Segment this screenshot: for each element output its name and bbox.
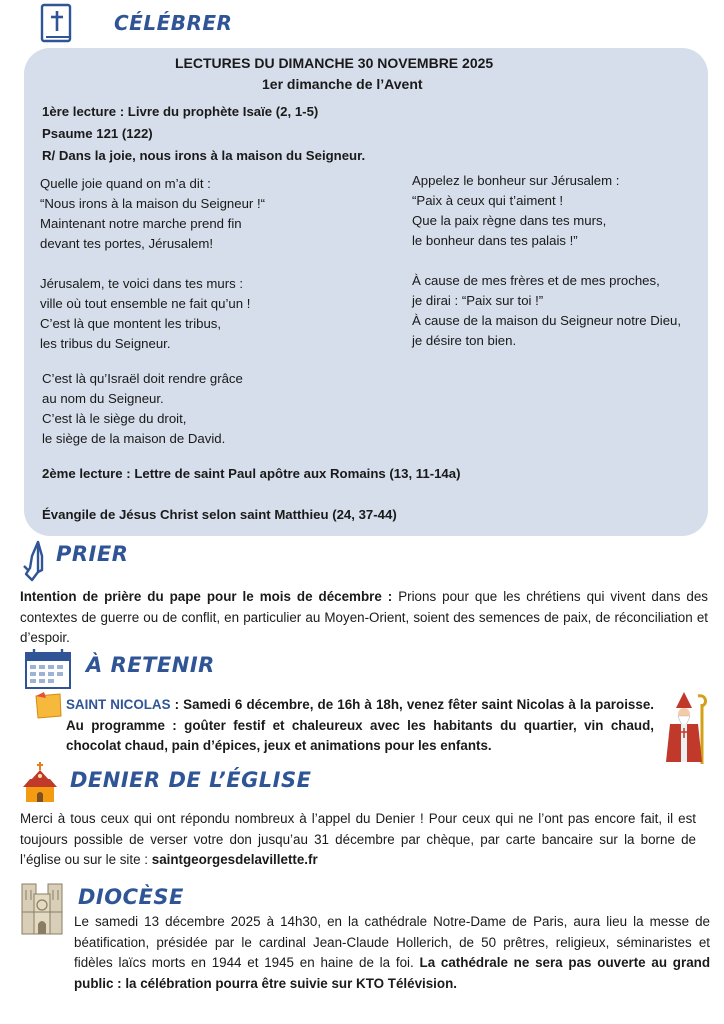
- psalm-line: “Nous irons à la maison du Seigneur !“: [40, 196, 266, 211]
- readings-header-sunday: 1er dimanche de l’Avent: [262, 76, 423, 92]
- psalm-refrain: R/ Dans la joie, nous irons à la maison du Seigneur.: [42, 148, 366, 163]
- prayer-intention-label: Intention de prière du pape pour le mois de décembre :: [20, 589, 393, 604]
- gospel-reading: Évangile de Jésus Christ selon saint Matthieu (24, 37-44): [42, 507, 397, 522]
- diocese-body: Le samedi 13 décembre 2025 à 14h30, en la cathédrale Notre-Dame de Paris, aura lieu la messe de béatification, présidée par le cardinal Jean-Claude Hollerich, de 50 prêtres, religieux, séminaristes et fidèles laïcs morts en 1944 et 1945 en haine de la foi.: [74, 914, 710, 970]
- prayer-intention-text: Prions pour que les chrétiens qui vivent dans des contextes de guerre ou de conflit, en particulier au Moyen-Orient, soient des semences de paix, de réconciliation et d’espoir.: [20, 589, 708, 645]
- psalm-line: À cause de mes frères et de mes proches,: [412, 273, 660, 288]
- psalm-line: C’est là que montent les tribus,: [40, 316, 222, 331]
- psalm-line: je dirai : “Paix sur toi !”: [412, 293, 544, 308]
- saint-nicolas-label: SAINT NICOLAS: [66, 697, 171, 712]
- second-reading: 2ème lecture : Lettre de saint Paul apôtre aux Romains (13, 11-14a): [42, 466, 461, 481]
- prayer-intention: [20, 587, 708, 649]
- psalm-line: ville où tout ensemble ne fait qu’un !: [40, 296, 251, 311]
- psalm-line: Maintenant notre marche prend fin: [40, 216, 242, 231]
- psalm-line: Quelle joie quand on m’a dit :: [40, 176, 211, 191]
- psalm-line: C’est là le siège du droit,: [42, 411, 187, 426]
- sticky-note-icon: [32, 690, 64, 720]
- psalm-line: au nom du Seigneur.: [42, 391, 164, 406]
- calendar-icon: [24, 648, 72, 690]
- church-icon: [22, 761, 58, 803]
- praying-hands-icon: [22, 538, 54, 582]
- psalm-line: Que la paix règne dans tes murs,: [412, 213, 607, 228]
- diocese-bold-note: La cathédrale ne sera pas ouverte au grand public : la célébration pourra être suivie sur KTO Télévision.: [74, 955, 711, 991]
- saint-nicolas-text: : Samedi 6 décembre, de 16h à 18h, venez fêter saint Nicolas à la paroisse. Au programme : goûter festif et chaleureux avec les habitants du quartier, vin chaud, chocolat chaud, pain d’épices, jeux et animations pour les enfants.: [66, 697, 654, 753]
- section-title-a-retenir: À RETENIR: [86, 653, 215, 677]
- psalm-line: je désire ton bien.: [412, 333, 517, 348]
- section-title-diocese: DIOCÈSE: [78, 885, 184, 909]
- psalm-line: le siège de la maison de David.: [42, 431, 226, 446]
- psalm-line: “Paix à ceux qui t’aiment !: [412, 193, 563, 208]
- psalm-reference: Psaume 121 (122): [42, 126, 153, 141]
- psalm-line: C’est là qu’Israël doit rendre grâce: [42, 371, 243, 386]
- saint-nicolas-icon: [662, 690, 710, 766]
- psalm-line: À cause de la maison du Seigneur notre Dieu,: [412, 313, 682, 328]
- psalm-line: Appelez le bonheur sur Jérusalem :: [412, 173, 620, 188]
- section-title-celebrer: CÉLÉBRER: [114, 11, 233, 35]
- section-title-prier: PRIER: [56, 542, 129, 566]
- readings-header-date: LECTURES DU DIMANCHE 30 NOVEMBRE 2025: [175, 55, 494, 71]
- psalm-line: devant tes portes, Jérusalem!: [40, 236, 213, 251]
- saint-nicolas-announcement: [66, 695, 654, 757]
- psalm-line: Jérusalem, te voici dans tes murs :: [40, 276, 244, 291]
- cathedral-icon: [20, 878, 64, 936]
- section-title-denier: DENIER DE L’ÉGLISE: [70, 768, 312, 792]
- parish-website-link[interactable]: saintgeorgesdelavillette.fr: [151, 852, 318, 867]
- first-reading: 1ère lecture : Livre du prophète Isaïe (2, 1-5): [42, 104, 319, 119]
- denier-text: [20, 809, 696, 871]
- psalm-line: le bonheur dans tes palais !”: [412, 233, 578, 248]
- bible-cross-icon: [40, 3, 74, 45]
- psalm-line: les tribus du Seigneur.: [40, 336, 171, 351]
- denier-body: Merci à tous ceux qui ont répondu nombreux à l’appel du Denier ! Pour ceux qui ne l’ont pas encore fait, il est toujours possible de verser votre don jusqu’au 31 décembre par chèque, par carte bancaire sur la borne de l’église ou sur le site :: [20, 811, 696, 867]
- diocese-text: [74, 912, 710, 994]
